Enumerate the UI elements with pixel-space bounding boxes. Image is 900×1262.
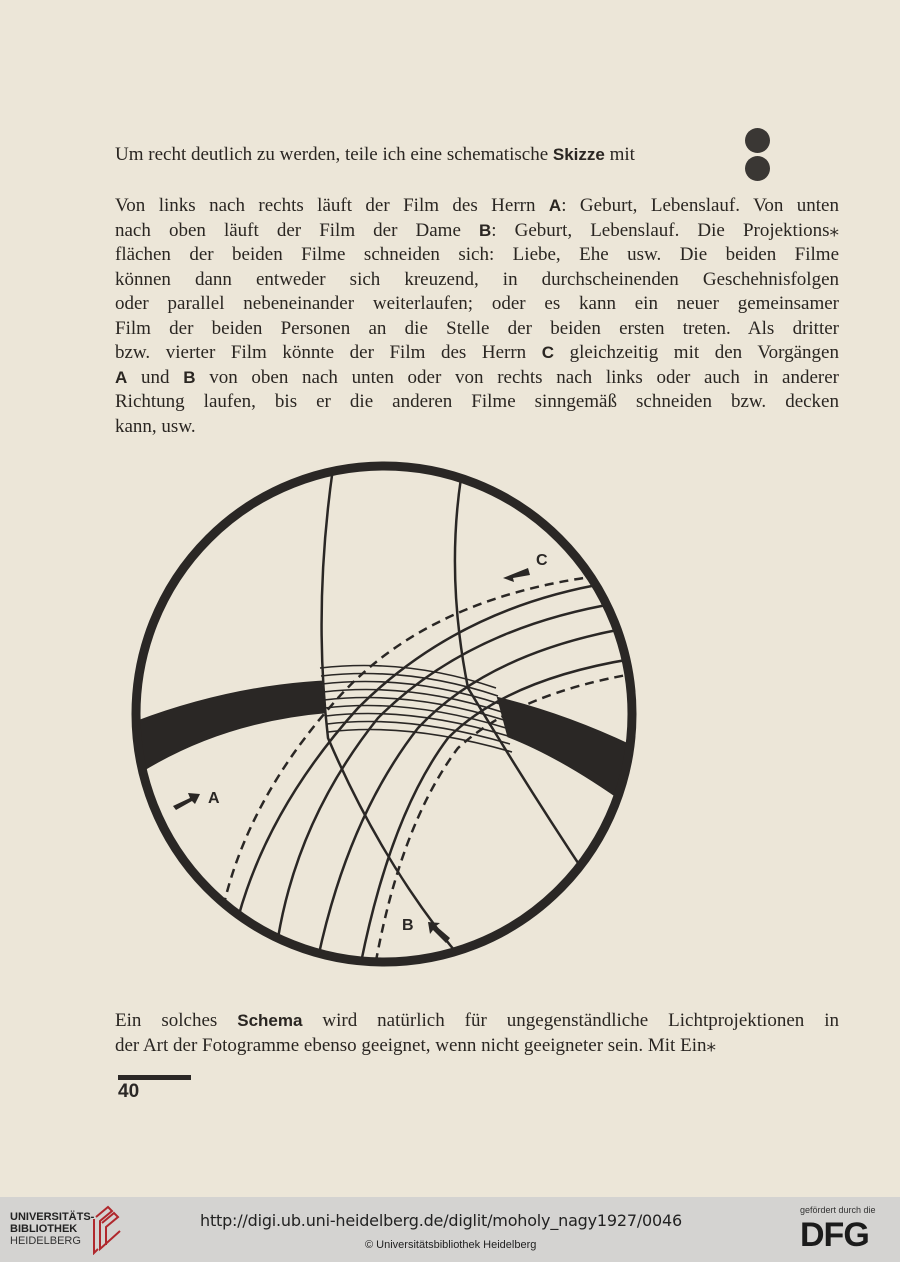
label-b: B xyxy=(402,917,414,934)
colon-dots-ornament xyxy=(745,128,773,184)
page-number: 40 xyxy=(118,1081,140,1102)
text-line: kann, usw. xyxy=(115,415,196,437)
dot-icon xyxy=(745,128,770,153)
paragraph-films xyxy=(115,194,839,439)
text-line: oder parallel nebeneinander weiterlaufen; oder es kann ein neuer gemeinsamer xyxy=(115,293,839,314)
text-line: Von links nach rechts läuft der Film des Herrn A: Geburt, Lebenslauf. Von unten xyxy=(115,195,839,216)
text-line: Richtung laufen, bis er die anderen Filme sinngemäß schneiden bzw. decken xyxy=(115,391,839,412)
text-line: nach oben läuft der Film der Dame B: Geburt, Lebenslauf. Die Projektions⁎ xyxy=(115,219,839,241)
text-line: bzw. vierter Film könnte der Film des Herrn C gleichzeitig mit den Vorgängen xyxy=(115,342,839,363)
footer-bar xyxy=(0,1197,900,1262)
arrow-a-icon xyxy=(173,793,200,810)
library-name-line2: BIBLIOTHEK xyxy=(10,1223,78,1235)
intro-text-end: mit xyxy=(604,144,635,165)
intro-bold-term: Skizze xyxy=(552,145,605,164)
text-line: Ein solches Schema wird natürlich für ungegenständliche Lichtprojektionen in xyxy=(115,1010,839,1031)
bold-letter: B xyxy=(478,220,492,240)
source-url-link[interactable]: http://digi.ub.uni-heidelberg.de/diglit/moholy_nagy1927/0046 xyxy=(200,1211,682,1230)
schematic-diagram xyxy=(128,458,648,978)
bold-letter: A xyxy=(115,367,128,387)
arrow-b-icon xyxy=(428,922,450,943)
text-line: Film der beiden Personen an die Stelle der beiden ersten treten. Als dritter xyxy=(115,317,839,339)
paragraph-schema xyxy=(115,1009,839,1058)
text-line: flächen der beiden Filme schneiden sich: Liebe, Ehe usw. Die beiden Filme xyxy=(115,244,839,265)
label-c: C xyxy=(536,552,548,569)
text-line: der Art der Fotogramme ebenso geeignet, wenn nicht geeigneter sein. Mit Ein⁎ xyxy=(115,1034,716,1056)
dot-icon xyxy=(745,156,770,181)
bold-letter: B xyxy=(183,367,196,387)
intro-sentence xyxy=(115,143,839,168)
bold-letter: Schema xyxy=(237,1011,303,1030)
library-name-line3: HEIDELBERG xyxy=(10,1235,81,1247)
library-name-line1: UNIVERSITÄTS- xyxy=(10,1211,95,1223)
dfg-logo: DFG xyxy=(800,1216,869,1254)
page-number-rule xyxy=(118,1075,191,1080)
label-a: A xyxy=(208,790,220,807)
funding-note: gefördert durch die xyxy=(800,1205,876,1215)
copyright-text: © Universitätsbibliothek Heidelberg xyxy=(365,1239,537,1251)
intro-text: Um recht deutlich zu werden, teile ich eine schematische xyxy=(115,144,553,165)
bold-letter: A xyxy=(548,196,562,215)
library-emblem-icon xyxy=(90,1205,126,1255)
library-logo-text xyxy=(10,1211,94,1247)
text-line: können dann entweder sich kreuzend, in durchscheinenden Geschehnisfolgen xyxy=(115,268,839,290)
film-c-lines xyxy=(238,583,638,978)
bold-letter: C xyxy=(541,343,555,362)
text-line: A und B von oben nach unten oder von rechts nach links oder auch in anderer xyxy=(115,366,839,388)
arrow-c-icon xyxy=(503,568,530,582)
